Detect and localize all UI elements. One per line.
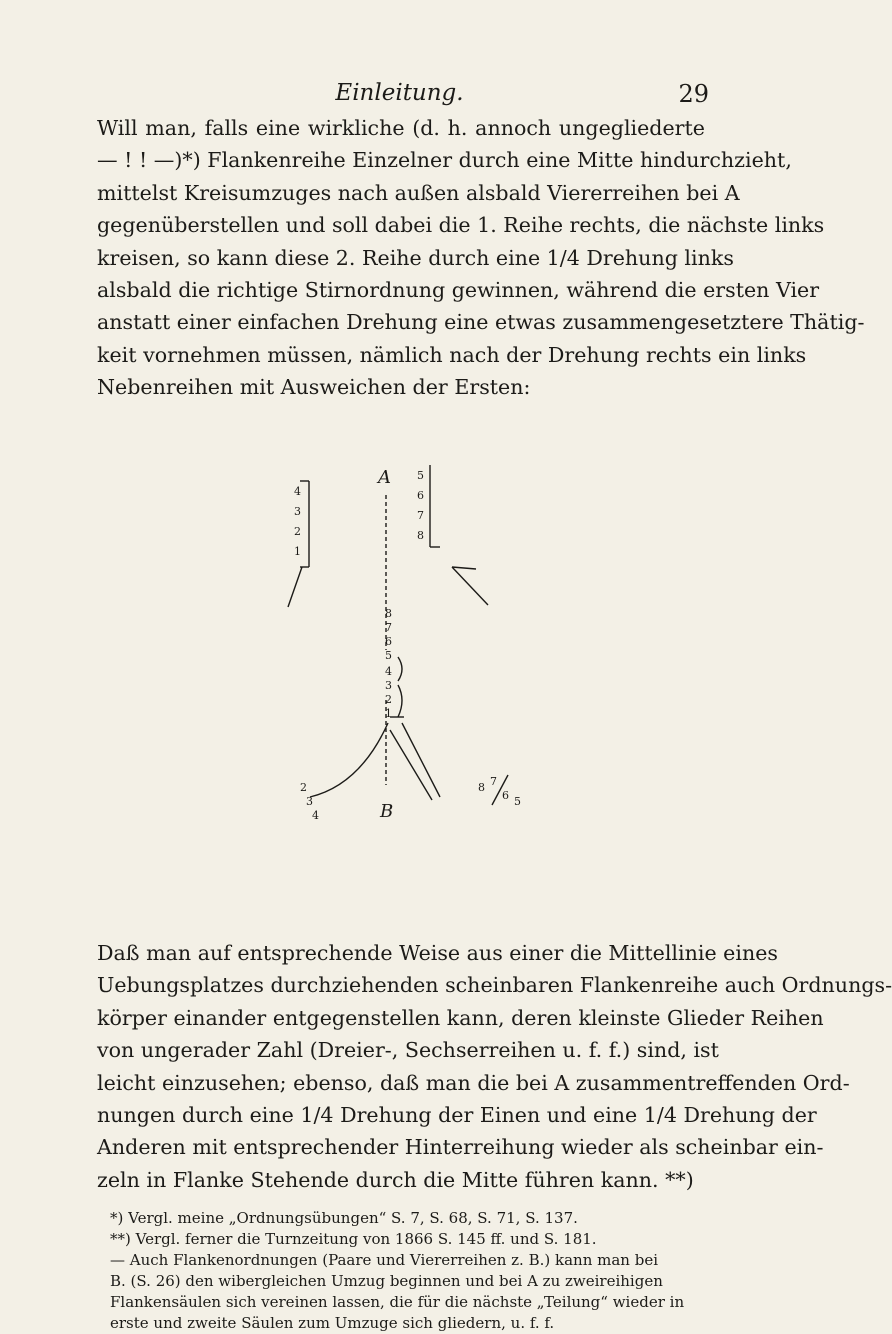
page-number: 29	[678, 80, 709, 108]
text-line: leicht einzusehen; ebenso, daß man die bei A zusammentreffenden Ord-	[97, 1070, 850, 1095]
middle-column-number: 4	[385, 665, 392, 678]
diagram-svg	[270, 455, 560, 835]
text-line: alsbald die richtige Stirnordnung gewinnen, während die ersten Vier	[97, 278, 820, 303]
running-title: Einleitung.	[335, 80, 464, 106]
left-column-number: 3	[294, 505, 301, 518]
left-mark: 3	[306, 795, 313, 808]
right-column-number: 5	[417, 469, 424, 482]
footnotes	[110, 1208, 710, 1334]
page-header	[90, 70, 709, 110]
text-line: keit vornehmen müssen, nämlich nach der Drehung rechts ein links	[97, 342, 807, 367]
text-line: — ! ! —)*) Flankenreihe Einzelner durch eine Mitte hindurchzieht,	[97, 148, 792, 173]
text-line: Daß man auf entsprechende Weise aus einer die Mittellinie eines	[97, 941, 778, 965]
right-column-number: 8	[417, 529, 424, 542]
text-line: Uebungsplatzes durchziehenden scheinbaren Flankenreihe auch Ordnungs-	[97, 973, 892, 998]
footnote-line: **) Vergl. ferner die Turnzeitung von 1866 S. 145 ff. und S. 181.	[110, 1230, 597, 1248]
footnote-line: — Auch Flankenordnungen (Paare und Viererreihen z. B.) kann man bei	[110, 1251, 658, 1269]
text-line: anstatt einer einfachen Drehung eine etwas zusammengesetztere Thätig-	[97, 310, 865, 335]
middle-column-number: 3	[385, 679, 392, 692]
text-line: zeln in Flanke Stehende durch die Mitte führen kann. **)	[97, 1167, 694, 1192]
text-line: gegenüberstellen und soll dabei die 1. Reihe rechts, die nächste links	[97, 213, 825, 238]
text-line: Anderen mit entsprechender Hinterreihung wieder als scheinbar ein-	[97, 1135, 824, 1160]
middle-column-number: 6	[385, 635, 392, 648]
left-mark: 2	[300, 781, 307, 794]
left-column-number: 1	[294, 545, 301, 558]
left-column-number: 4	[294, 485, 301, 498]
text-line: mittelst Kreisumzuges nach außen alsbald Viererreihen bei A	[97, 180, 740, 205]
middle-column-number: 1	[385, 707, 392, 720]
footnote-line: B. (S. 26) den wibergleichen Umzug beginnen und bei A zu zweireihigen	[110, 1272, 663, 1290]
right-mark: 8	[478, 781, 485, 794]
text-line: Will man, falls eine wirkliche (d. h. annoch ungegliederte	[97, 116, 705, 140]
footnote-line: erste und zweite Säulen zum Umzuge sich gliedern, u. f. f.	[110, 1314, 555, 1332]
paragraph-1	[97, 112, 865, 404]
middle-column-number: 7	[385, 621, 392, 634]
footnote-line: Flankensäulen sich vereinen lassen, die für die nächste „Teilung“ wieder in	[110, 1293, 685, 1311]
right-column-number: 7	[417, 509, 424, 522]
middle-column-number: 5	[385, 649, 392, 662]
left-column-number: 2	[294, 525, 301, 538]
footnote-line: *) Vergl. meine „Ordnungsübungen“ S. 7, S. 68, S. 71, S. 137.	[110, 1209, 578, 1227]
text-line: kreisen, so kann diese 2. Reihe durch eine 1/4 Drehung links	[97, 245, 734, 270]
formation-diagram	[270, 455, 560, 835]
right-mark: 7	[490, 775, 497, 788]
text-line: nungen durch eine 1/4 Drehung der Einen und eine 1/4 Drehung der	[97, 1103, 817, 1128]
left-mark: 4	[312, 809, 319, 822]
label-b: B	[380, 801, 394, 822]
text-line: körper einander entgegenstellen kann, deren kleinste Glieder Reihen	[97, 1005, 824, 1030]
right-mark: 6	[502, 789, 509, 802]
right-mark: 5	[514, 795, 521, 808]
paragraph-2	[97, 937, 892, 1196]
middle-column-number: 2	[385, 693, 392, 706]
middle-column-number: 8	[385, 607, 392, 620]
text-line: von ungerader Zahl (Dreier-, Sechserreihen u. f. f.) sind, ist	[97, 1038, 719, 1063]
right-column-number: 6	[417, 489, 424, 502]
text-line: Nebenreihen mit Ausweichen der Ersten:	[97, 375, 531, 400]
label-a: A	[378, 467, 391, 488]
